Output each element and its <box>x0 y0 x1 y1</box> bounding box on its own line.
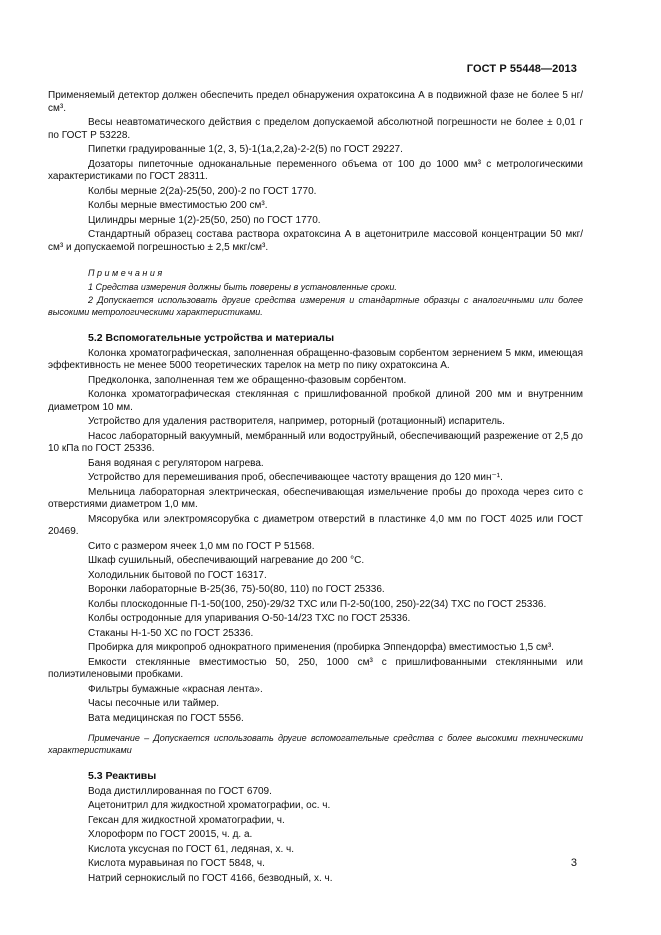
body-paragraph: Стаканы Н-1-50 ХС по ГОСТ 25336. <box>88 627 254 639</box>
list-item: Кислота уксусная по ГОСТ 61, ледяная, х. ч. <box>88 843 295 855</box>
section-title-aux: 5.2 Вспомогательные устройства и материалы <box>88 332 335 344</box>
section-title-reagents: 5.3 Реактивы <box>88 770 157 782</box>
body-paragraph: Пипетки градуированные 1(2, 3, 5)-1(1а,2,2а)-2-2(5) по ГОСТ 29227. <box>88 144 403 155</box>
body-paragraph: Часы песочные или таймер. <box>88 698 220 709</box>
list-item: Хлороформ по ГОСТ 20015, ч. д. а. <box>88 829 253 840</box>
list-item: Натрий сернокислый по ГОСТ 4166, безводный, х. ч. <box>88 872 333 884</box>
body-paragraph: Мясорубка или электромясорубка с диаметром отверстий в пластинке 4,0 мм по ГОСТ 4025 или ГОСТ 20469. <box>48 513 583 537</box>
body-paragraph: Колонка хроматографическая стеклянная с пришлифованной пробкой длиной 200 мм и внутренним диаметром 10 мм. <box>48 389 583 413</box>
body-paragraph: Вата медицинская по ГОСТ 5556. <box>88 712 244 724</box>
body-paragraph: Устройство для перемешивания проб, обеспечивающее частоту вращения до 120 мин⁻¹. <box>88 472 503 483</box>
body-paragraph: Колбы мерные вместимостью 200 см³. <box>88 200 268 211</box>
note-item: Примечание – Допускается использовать другие вспомогательные средства с более высокими техническими характеристиками <box>48 733 583 755</box>
body-paragraph: Колбы плоскодонные П-1-50(100, 250)-29/32 ТХС или П-2-50(100, 250)-22(34) ТХС по ГОСТ 25336. <box>88 598 547 610</box>
body-paragraph: Емкости стеклянные вместимостью 50, 250, 1000 см³ с пришлифованными стеклянными или полиэтиленовыми пробками. <box>48 656 583 680</box>
body-paragraph: Баня водяная с регулятором нагрева. <box>88 457 264 469</box>
body-paragraph: Стандартный образец состава раствора охратоксина А в ацетонитриле массовой концентрации 50 мкг/см³ и допускаемой погрешностью ± 2,5 мкг/см³. <box>48 229 583 253</box>
body-paragraph: Колбы мерные 2(2а)-25(50, 200)-2 по ГОСТ 1770. <box>88 185 317 197</box>
document-body <box>48 90 583 887</box>
body-paragraph: Шкаф сушильный, обеспечивающий нагревание до 200 °С. <box>88 555 365 566</box>
body-paragraph: Весы неавтоматического действия с пределом допускаемой абсолютной погрешности не более ± 0,01 г по ГОСТ Р 53228. <box>48 117 583 141</box>
body-paragraph: Дозаторы пипеточные одноканальные переменного объема от 100 до 1000 мм³ с метрологическими характеристиками по ГОСТ 28311. <box>48 158 583 182</box>
list-item: Ацетонитрил для жидкостной хроматографии, ос. ч. <box>88 800 331 811</box>
body-paragraph: Фильтры бумажные «красная лента». <box>88 683 263 695</box>
body-paragraph: Холодильник бытовой по ГОСТ 16317. <box>88 569 267 581</box>
body-paragraph: Цилиндры мерные 1(2)-25(50, 250) по ГОСТ 1770. <box>88 214 321 226</box>
list-item: Вода дистиллированная по ГОСТ 6709. <box>88 785 272 797</box>
list-item: Кислота муравьиная по ГОСТ 5848, ч. <box>88 858 265 869</box>
body-paragraph: Насос лабораторный вакуумный, мембранный или водоструйный, обеспечивающий разрежение от 2,5 до 10 кПа по ГОСТ 25336. <box>48 430 583 454</box>
body-paragraph: Колонка хроматографическая, заполненная обращенно-фазовым сорбентом зернением 5 мкм, имеющая эффективность не менее 5000 теоретических тарелок на метр по пику охратоксина А. <box>48 347 583 371</box>
body-paragraph: Колбы остродонные для упаривания О-50-14/23 ТХС по ГОСТ 25336. <box>88 613 411 624</box>
body-paragraph: Мельница лабораторная электрическая, обеспечивающая измельчение пробы до прохода через сито с отверстиями диаметром 1,0 мм. <box>48 486 583 510</box>
body-paragraph: Применяемый детектор должен обеспечить предел обнаружения охратоксина А в подвижной фазе не более 5 нг/см³. <box>48 90 583 114</box>
note-item: 2 Допускается использовать другие средства измерения и стандартные образцы с аналогичными или более высокими метрологическими характеристиками. <box>48 295 583 317</box>
page-number: 3 <box>570 857 577 869</box>
note-heading: Примечания <box>88 268 165 278</box>
body-paragraph: Сито с размером ячеек 1,0 мм по ГОСТ Р 51568. <box>88 540 315 552</box>
body-paragraph: Воронки лабораторные В-25(36, 75)-50(80, 110) по ГОСТ 25336. <box>88 584 385 595</box>
body-paragraph: Предколонка, заполненная тем же обращенно-фазовым сорбентом. <box>88 374 407 386</box>
list-item: Гексан для жидкостной хроматографии, ч. <box>88 814 285 826</box>
page-header-standard: ГОСТ Р 55448—2013 <box>466 63 577 75</box>
body-paragraph: Устройство для удаления растворителя, например, роторный (ротационный) испаритель. <box>88 416 505 427</box>
note-item: 1 Средства измерения должны быть поверены в установленные сроки. <box>88 281 397 292</box>
body-paragraph: Пробирка для микропроб однократного применения (пробирка Эппендорфа) вместимостью 1,5 см³. <box>88 642 554 653</box>
